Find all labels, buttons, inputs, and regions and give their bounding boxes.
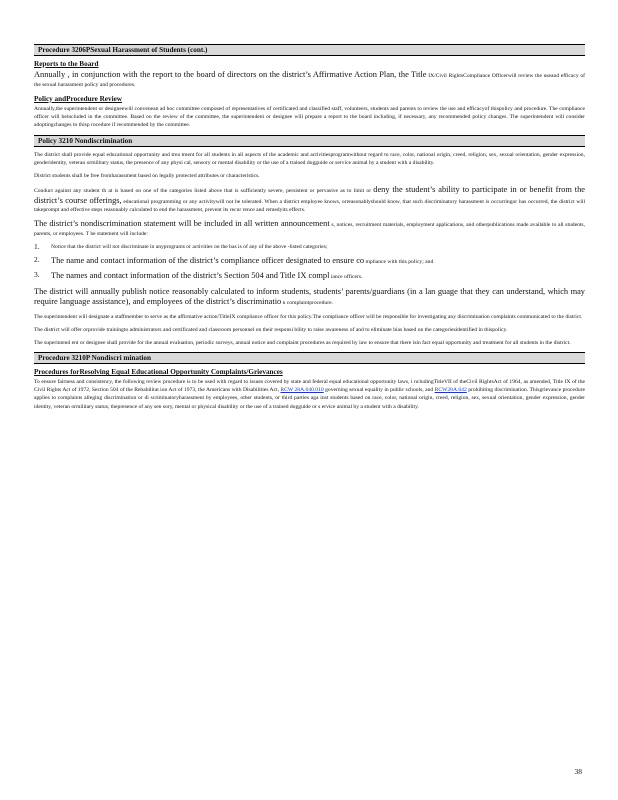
para5-part-b: n complaintprocedure. [282, 300, 333, 307]
rcw-28a-642-link[interactable]: RCW28A.642 [434, 387, 467, 394]
nondiscrimination-paragraph-2: District students shall be free fromharassment based on legally protected attributes or characteristics. [34, 173, 260, 180]
nondiscrimination-paragraph-5 [34, 287, 585, 308]
list2-part-b: mpliance with this policy; and [365, 258, 434, 265]
document-page [34, 44, 585, 416]
list3-part-b: iance officers. [330, 274, 363, 281]
nondiscrimination-paragraph-3 [34, 185, 585, 214]
reports-heading: Reports to the Board [34, 60, 99, 68]
para5-part-a: The district will annually publish notice reasonably calculated to inform students, students’ parents/guardians (in a lan guage that they can understand, which may require language assistance), and employees of the district’s discriminatio [34, 286, 585, 307]
reports-paragraph-rest: IX/Civil RightsCompliance Officerwill review the useand efficacy of the sexual harassment policy and procedures. [34, 73, 585, 88]
review-heading: Policy andProcedure Review [34, 94, 122, 103]
para3-part-a: Conduct against any student th at is based on one of the categories listed above that is sufficiently severe, persistent or pervasive as to limit or [34, 188, 374, 195]
list2-part-a: The name and contact information of the district’s compliance officer designated to ensure co [51, 255, 365, 265]
procedure-3206p-header: Procedure 3206PSexual Harassment of Students (cont.) [34, 44, 585, 56]
list-number: 2. [34, 254, 40, 264]
para3-part-c: educational programming or any activitywill not be tolerated. When a district employee knows, orreasonablyshould know, that such discriminatory harassment is occurringor has occurred, the district will takeprompt and effective steps reasonably calculated to end the harassment, prevent its recur rence and remedyits effects. [34, 198, 585, 214]
nondiscrimination-paragraph-4 [34, 219, 585, 238]
list-text: Notice that the district will not discriminate in anyprograms or activities on the bas is of any of the above -listed categories; [51, 243, 328, 250]
nondiscrimination-paragraph-1: The district shall provide equal educational opportunity and trea tment for all students in all aspects of the academic and activitiesprogramwithout regard to race, color, national origin, creed, religion, sex, sexual orientation, gender expression, genderidentity, veteran ormilitary status, the presence of any physi cal, sensory or mental disability or the use of a trained dogguide or service animal by a student with a disability. [34, 151, 585, 166]
nondiscrimination-paragraph-7: The district will offer orprovide trainingto administrators and certificated and classroom personnel on their responsi bility to raise awareness of and to eliminate bias based on the categoriesidentified in thispolicy. [34, 327, 508, 334]
grievance-heading: Procedures forResolving Equal Educational Opportunity Complaints/Grievances [34, 368, 283, 377]
rcw-28a-640-010-link[interactable]: RCW 28A.640.010 [280, 387, 324, 394]
list-text [51, 271, 585, 282]
reports-paragraph [34, 70, 585, 89]
procedure-3210p-header: Procedure 3210P Nondiscri mination [34, 352, 585, 364]
grievance-paragraph [34, 378, 585, 410]
nondiscrimination-paragraph-8: The superintend ent or designee shall provide for the annual evaluation, periodic surveys, annual notice and complaint procedures as required by law to ensure that there isin fact equal opportunity and treatment for all students in the district. [34, 340, 571, 347]
list-item [34, 271, 585, 282]
list3-part-a: The names and contact information of the district’s Section 504 and Title IX compl [51, 271, 330, 281]
reports-paragraph-lead: Annually , in conjunction with the report to the board of directors on the district’s Affirmative Action Plan, the Title [34, 70, 427, 79]
list-text [51, 256, 585, 267]
policy-3210-header: Policy 3210 Nondiscrimination [34, 135, 585, 147]
page-number: 38 [574, 767, 582, 776]
list-item [34, 243, 585, 251]
grievance-part-c: prohibiting discrimination. Thisgrievance procedure applies to complaints alleging discrimination or di scriminatoryharassment by employees, other students, or third parties aga inst students based on race, color, national origin, creed, religion, sex, sexual orientation, gender expression, gender identity, veteran ormilitary status, thepresence of any sen sory, mental or physical disability or the use of a trained dogguide or s ervice animal by a student with a disability. [34, 387, 585, 410]
para3-part-b: deny the student’s ability to participate in or benefit from the district’s course offerings, [34, 185, 585, 205]
nondiscrimination-paragraph-6: The superintendent will designate a staffmember to serve as the affirmative action/TitleIX compliance officer for this policy.The compliance officer will be responsible for investigating any discrimination complaints communicated to the district. [34, 313, 583, 320]
list-number: 3. [34, 270, 40, 280]
list-number: 1. [34, 241, 40, 251]
review-paragraph: Annually,the superintendent or designeewill convenean ad hoc committee composed of representatives of certificated and classified staff, volunteers, students and parents to review the use and efficacyof thispolicy and procedure. The compliance officer will beincluded in the committee. Based on the review of the committee, the superintendent or designee will prepare a report to the board including, if necessary, any recommended policy changes. The superintendent will consider adoptingchanges to thisp rocedure if recommended by the committee. [34, 105, 585, 128]
grievance-part-b: governing sexual equality in public schools, and [323, 387, 435, 394]
grievance-part-a: To ensure fairness and consistency, the following review procedure is to be used with regard to issues covered by state and federal equal educational opportunity laws, i ncludingTitleVII of theCivil RightsAct of 1964, as amended, Title IX of the Civil Rights Act of 1972, Section 504 of the Rehabilitat ion Act of 1973, the Americans with Disabilities Act, [34, 379, 585, 394]
para4-part-a: The district’s nondiscrimination statement will be included in all written announcement [34, 219, 330, 229]
list-item [34, 256, 585, 267]
para4-part-b: s, notices, recruitment materials, employment applications, and otherpublications made available to all students, parents, or employees. T he statement will include: [34, 222, 586, 237]
